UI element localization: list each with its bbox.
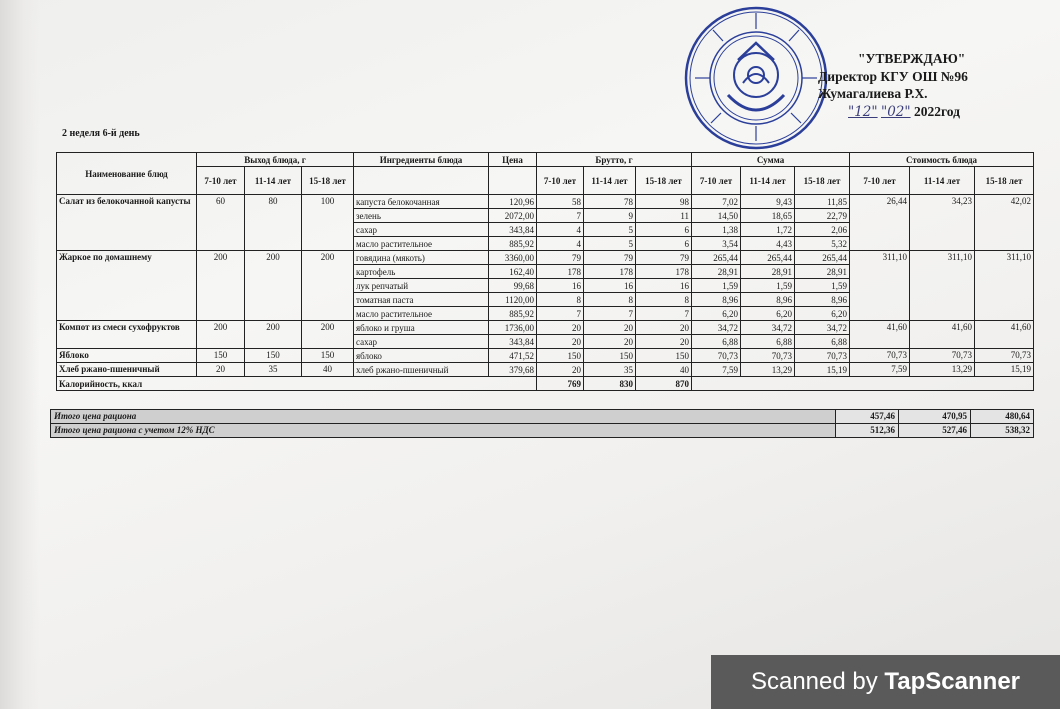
dish-name: Компот из смеси сухофруктов <box>57 321 197 349</box>
approval-date-year: 2022год <box>913 103 960 119</box>
ingredient-sum: 1,59 <box>741 279 795 293</box>
dish-name: Яблоко <box>57 349 197 363</box>
ingredient-name: лук репчатый <box>354 279 489 293</box>
dish-output: 200 <box>302 251 354 321</box>
ingredient-brutto: 7 <box>537 209 584 223</box>
ingredient-brutto: 20 <box>584 335 636 349</box>
menu-table-body <box>57 195 1034 391</box>
dish-name: Жаркое по домашнему <box>57 251 197 321</box>
ingredient-brutto: 9 <box>584 209 636 223</box>
ingredient-brutto: 178 <box>584 265 636 279</box>
ingredient-price: 885,92 <box>489 237 537 251</box>
header-dish: Наименование блюд <box>57 153 197 195</box>
ingredient-price: 99,68 <box>489 279 537 293</box>
approval-date <box>818 103 988 122</box>
ingredient-name: картофель <box>354 265 489 279</box>
ingredient-price: 343,84 <box>489 223 537 237</box>
ingredient-brutto: 79 <box>537 251 584 265</box>
ingredient-sum: 34,72 <box>795 321 850 335</box>
total-vat-value-age3: 538,32 <box>971 424 1034 438</box>
table-row <box>57 321 1034 335</box>
calories-value: 830 <box>584 377 636 391</box>
ingredient-brutto: 20 <box>537 363 584 377</box>
ingredient-brutto: 40 <box>636 363 692 377</box>
ingredient-sum: 34,72 <box>692 321 741 335</box>
ingredient-name: масло растительное <box>354 307 489 321</box>
dish-cost: 311,10 <box>910 251 975 321</box>
approval-signer: Жумагалиева Р.Х. <box>818 86 928 101</box>
ingredient-brutto: 16 <box>537 279 584 293</box>
totals-table <box>50 409 1034 438</box>
dish-cost: 70,73 <box>850 349 910 363</box>
ingredient-sum: 28,91 <box>692 265 741 279</box>
ingredient-name: яблоко и груша <box>354 321 489 335</box>
ingredient-sum: 1,59 <box>795 279 850 293</box>
dish-cost: 42,02 <box>975 195 1034 251</box>
ingredient-brutto: 98 <box>636 195 692 209</box>
dish-cost: 41,60 <box>975 321 1034 349</box>
total-label: Итого цена рациона <box>51 410 836 424</box>
dish-output: 100 <box>302 195 354 251</box>
ingredient-name: томатная паста <box>354 293 489 307</box>
ingredient-brutto: 150 <box>584 349 636 363</box>
ingredient-sum: 8,96 <box>741 293 795 307</box>
dish-output: 200 <box>245 321 302 349</box>
ingredient-sum: 18,65 <box>741 209 795 223</box>
ingredient-sum: 28,91 <box>741 265 795 279</box>
dish-output: 200 <box>245 251 302 321</box>
total-value-age2: 470,95 <box>899 410 971 424</box>
ingredient-sum: 11,85 <box>795 195 850 209</box>
ingredient-name: масло растительное <box>354 237 489 251</box>
ingredient-sum: 14,50 <box>692 209 741 223</box>
ingredient-name: хлеб ржано-пшеничный <box>354 363 489 377</box>
ingredient-brutto: 6 <box>636 223 692 237</box>
approval-position: Директор КГУ ОШ №96 <box>818 68 968 84</box>
header-ingredients-blank <box>354 167 489 195</box>
ingredient-brutto: 5 <box>584 237 636 251</box>
header-brutto-age3: 15-18 лет <box>636 167 692 195</box>
header-cost-age3: 15-18 лет <box>975 167 1034 195</box>
dish-output: 200 <box>302 321 354 349</box>
dish-output: 200 <box>197 321 245 349</box>
ingredient-brutto: 150 <box>636 349 692 363</box>
menu-table <box>56 152 1034 391</box>
ingredient-sum: 34,72 <box>741 321 795 335</box>
total-vat-row <box>51 424 1034 438</box>
ingredient-sum: 70,73 <box>795 349 850 363</box>
ingredient-brutto: 16 <box>636 279 692 293</box>
table-row <box>57 251 1034 265</box>
ingredient-brutto: 178 <box>537 265 584 279</box>
approval-block <box>818 50 988 121</box>
ingredient-brutto: 8 <box>537 293 584 307</box>
ingredient-name: яблоко <box>354 349 489 363</box>
ingredient-brutto: 79 <box>584 251 636 265</box>
dish-output: 60 <box>197 195 245 251</box>
ingredient-price: 1736,00 <box>489 321 537 335</box>
ingredient-brutto: 8 <box>584 293 636 307</box>
ingredient-price: 162,40 <box>489 265 537 279</box>
ingredient-brutto: 6 <box>636 237 692 251</box>
dish-output: 20 <box>197 363 245 377</box>
day-title: 2 неделя 6-й день <box>62 128 140 139</box>
header-cost-age1: 7-10 лет <box>850 167 910 195</box>
approval-title: "УТВЕРЖДАЮ" <box>858 51 966 66</box>
dish-output: 150 <box>302 349 354 363</box>
ingredient-sum: 6,20 <box>692 307 741 321</box>
header-brutto-age2: 11-14 лет <box>584 167 636 195</box>
ingredient-sum: 9,43 <box>741 195 795 209</box>
ingredient-sum: 6,20 <box>795 307 850 321</box>
ingredient-price: 379,68 <box>489 363 537 377</box>
scanner-brand: TapScanner <box>884 668 1021 695</box>
ingredient-brutto: 35 <box>584 363 636 377</box>
table-row <box>57 195 1034 209</box>
ingredient-sum: 1,72 <box>741 223 795 237</box>
calories-row <box>57 377 1034 391</box>
header-sum-age2: 11-14 лет <box>741 167 795 195</box>
dish-cost: 70,73 <box>910 349 975 363</box>
dish-cost: 41,60 <box>910 321 975 349</box>
dish-cost: 70,73 <box>975 349 1034 363</box>
ingredient-name: сахар <box>354 223 489 237</box>
ingredient-price: 343,84 <box>489 335 537 349</box>
dish-cost: 311,10 <box>975 251 1034 321</box>
ingredient-brutto: 5 <box>584 223 636 237</box>
ingredient-sum: 8,96 <box>692 293 741 307</box>
ingredient-brutto: 58 <box>537 195 584 209</box>
ingredient-brutto: 20 <box>636 335 692 349</box>
dish-output: 35 <box>245 363 302 377</box>
calories-label: Калорийность, ккал <box>57 377 537 391</box>
header-price: Цена <box>489 153 537 167</box>
ingredient-brutto: 11 <box>636 209 692 223</box>
ingredient-sum: 3,54 <box>692 237 741 251</box>
ingredient-name: капуста белокочанная <box>354 195 489 209</box>
ingredient-sum: 265,44 <box>795 251 850 265</box>
ingredient-sum: 4,43 <box>741 237 795 251</box>
header-ingredients: Ингредиенты блюда <box>354 153 489 167</box>
table-row <box>57 363 1034 377</box>
ingredient-sum: 6,20 <box>741 307 795 321</box>
ingredient-brutto: 20 <box>636 321 692 335</box>
calories-value: 870 <box>636 377 692 391</box>
dish-output: 200 <box>197 251 245 321</box>
dish-output: 40 <box>302 363 354 377</box>
ingredient-brutto: 178 <box>636 265 692 279</box>
ingredient-sum: 7,59 <box>692 363 741 377</box>
ingredient-brutto: 20 <box>537 335 584 349</box>
ingredient-sum: 70,73 <box>692 349 741 363</box>
header-brutto-age1: 7-10 лет <box>537 167 584 195</box>
header-output-age1: 7-10 лет <box>197 167 245 195</box>
header-output-age2: 11-14 лет <box>245 167 302 195</box>
ingredient-sum: 265,44 <box>741 251 795 265</box>
ingredient-brutto: 20 <box>537 321 584 335</box>
dish-cost: 41,60 <box>850 321 910 349</box>
ingredient-sum: 5,32 <box>795 237 850 251</box>
header-output-age3: 15-18 лет <box>302 167 354 195</box>
scanner-prefix: Scanned by <box>750 668 885 695</box>
dish-output: 150 <box>245 349 302 363</box>
total-vat-label: Итого цена рациона с учетом 12% НДС <box>51 424 836 438</box>
total-value-age1: 457,46 <box>836 410 899 424</box>
dish-name: Салат из белокочанной капусты <box>57 195 197 251</box>
ingredient-price: 885,92 <box>489 307 537 321</box>
header-cost-age2: 11-14 лет <box>910 167 975 195</box>
dish-cost: 15,19 <box>975 363 1034 377</box>
ingredient-sum: 6,88 <box>692 335 741 349</box>
ingredient-brutto: 8 <box>636 293 692 307</box>
approval-date-month: "02" <box>880 103 911 120</box>
ingredient-sum: 13,29 <box>741 363 795 377</box>
ingredient-brutto: 4 <box>537 237 584 251</box>
dish-output: 80 <box>245 195 302 251</box>
calories-value: 769 <box>537 377 584 391</box>
calories-blank <box>692 377 1034 391</box>
dish-cost: 34,23 <box>910 195 975 251</box>
header-sum: Сумма <box>692 153 850 167</box>
ingredient-sum: 15,19 <box>795 363 850 377</box>
ingredient-sum: 2,06 <box>795 223 850 237</box>
dish-name: Хлеб ржано-пшеничный <box>57 363 197 377</box>
ingredient-sum: 22,79 <box>795 209 850 223</box>
dish-cost: 26,44 <box>850 195 910 251</box>
ingredient-brutto: 16 <box>584 279 636 293</box>
table-row <box>57 349 1034 363</box>
approval-date-day: "12" <box>848 103 878 120</box>
ingredient-sum: 28,91 <box>795 265 850 279</box>
header-cost: Стоимость блюда <box>850 153 1034 167</box>
ingredient-sum: 70,73 <box>741 349 795 363</box>
ingredient-brutto: 7 <box>584 307 636 321</box>
ingredient-brutto: 7 <box>636 307 692 321</box>
ingredient-brutto: 78 <box>584 195 636 209</box>
ingredient-brutto: 7 <box>537 307 584 321</box>
ingredient-price: 1120,00 <box>489 293 537 307</box>
ingredient-brutto: 20 <box>584 321 636 335</box>
official-seal-stamp <box>683 5 829 151</box>
ingredient-price: 2072,00 <box>489 209 537 223</box>
ingredient-sum: 265,44 <box>692 251 741 265</box>
ingredient-sum: 8,96 <box>795 293 850 307</box>
header-sum-age1: 7-10 лет <box>692 167 741 195</box>
scanner-watermark <box>711 655 1060 709</box>
ingredient-brutto: 79 <box>636 251 692 265</box>
ingredient-price: 471,52 <box>489 349 537 363</box>
ingredient-price: 120,96 <box>489 195 537 209</box>
ingredient-sum: 6,88 <box>741 335 795 349</box>
ingredient-brutto: 4 <box>537 223 584 237</box>
ingredient-price: 3360,00 <box>489 251 537 265</box>
ingredient-sum: 6,88 <box>795 335 850 349</box>
ingredient-name: зелень <box>354 209 489 223</box>
header-brutto: Брутто, г <box>537 153 692 167</box>
ingredient-name: говядина (мякоть) <box>354 251 489 265</box>
dish-cost: 13,29 <box>910 363 975 377</box>
ingredient-brutto: 150 <box>537 349 584 363</box>
dish-output: 150 <box>197 349 245 363</box>
dish-cost: 7,59 <box>850 363 910 377</box>
dish-cost: 311,10 <box>850 251 910 321</box>
total-vat-value-age1: 512,36 <box>836 424 899 438</box>
total-row <box>51 410 1034 424</box>
header-sum-age3: 15-18 лет <box>795 167 850 195</box>
ingredient-name: сахар <box>354 335 489 349</box>
ingredient-sum: 7,02 <box>692 195 741 209</box>
ingredient-sum: 1,38 <box>692 223 741 237</box>
header-output: Выход блюда, г <box>197 153 354 167</box>
total-vat-value-age2: 527,46 <box>899 424 971 438</box>
ingredient-sum: 1,59 <box>692 279 741 293</box>
header-price-blank <box>489 167 537 195</box>
page-edge-shadow <box>0 0 40 709</box>
total-value-age3: 480,64 <box>971 410 1034 424</box>
